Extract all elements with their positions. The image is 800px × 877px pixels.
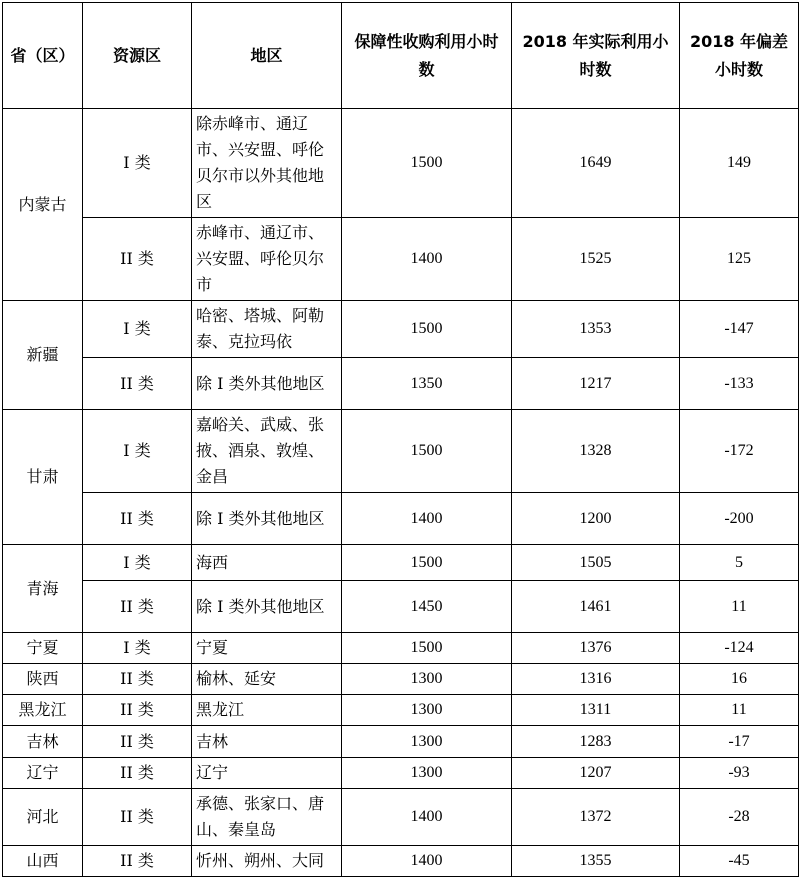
resource-zone-cell: II 类 (83, 695, 192, 726)
table-row (3, 410, 799, 493)
area-cell: 赤峰市、通辽市、兴安盟、呼伦贝尔市 (192, 218, 342, 301)
table-body (3, 109, 799, 877)
area-cell: 除 I 类外其他地区 (192, 493, 342, 545)
resource-zone-cell: II 类 (83, 218, 192, 301)
table-row (3, 493, 799, 545)
deviation-hours-cell: -172 (680, 410, 799, 493)
resource-zone-cell: I 类 (83, 410, 192, 493)
guaranteed-hours-cell: 1300 (342, 758, 512, 789)
guaranteed-hours-cell: 1400 (342, 789, 512, 846)
actual-hours-cell: 1311 (512, 695, 680, 726)
province-cell: 甘肃 (3, 410, 83, 545)
resource-zone-cell: II 类 (83, 581, 192, 633)
area-cell: 辽宁 (192, 758, 342, 789)
table-row (3, 695, 799, 726)
province-cell: 青海 (3, 545, 83, 633)
actual-hours-cell: 1353 (512, 301, 680, 358)
actual-hours-cell: 1525 (512, 218, 680, 301)
province-cell: 陕西 (3, 664, 83, 695)
guaranteed-hours-cell: 1500 (342, 545, 512, 581)
table-row (3, 545, 799, 581)
resource-zone-cell: II 类 (83, 664, 192, 695)
actual-hours-cell: 1355 (512, 846, 680, 877)
area-cell: 宁夏 (192, 633, 342, 664)
actual-hours-cell: 1505 (512, 545, 680, 581)
table-row (3, 358, 799, 410)
actual-hours-cell: 1316 (512, 664, 680, 695)
actual-hours-cell: 1372 (512, 789, 680, 846)
guaranteed-hours-cell: 1450 (342, 581, 512, 633)
table-row (3, 581, 799, 633)
table-row (3, 218, 799, 301)
resource-zone-cell: II 类 (83, 846, 192, 877)
province-cell: 山西 (3, 846, 83, 877)
table-row (3, 109, 799, 218)
guaranteed-hours-cell: 1500 (342, 410, 512, 493)
area-cell: 除 I 类外其他地区 (192, 581, 342, 633)
deviation-hours-cell: 125 (680, 218, 799, 301)
deviation-hours-cell: 11 (680, 581, 799, 633)
actual-hours-cell: 1649 (512, 109, 680, 218)
actual-hours-cell: 1200 (512, 493, 680, 545)
resource-zone-cell: II 类 (83, 358, 192, 410)
wind-power-hours-table (2, 2, 799, 877)
guaranteed-hours-cell: 1350 (342, 358, 512, 410)
table-row (3, 789, 799, 846)
header-actual-hours: 2018 年实际利用小时数 (512, 3, 680, 109)
deviation-hours-cell: -200 (680, 493, 799, 545)
deviation-hours-cell: 5 (680, 545, 799, 581)
resource-zone-cell: II 类 (83, 726, 192, 758)
actual-hours-cell: 1376 (512, 633, 680, 664)
area-cell: 嘉峪关、武威、张掖、酒泉、敦煌、金昌 (192, 410, 342, 493)
area-cell: 除赤峰市、通辽市、兴安盟、呼伦贝尔市以外其他地区 (192, 109, 342, 218)
actual-hours-cell: 1217 (512, 358, 680, 410)
deviation-hours-cell: -28 (680, 789, 799, 846)
table-row (3, 301, 799, 358)
guaranteed-hours-cell: 1500 (342, 301, 512, 358)
guaranteed-hours-cell: 1500 (342, 633, 512, 664)
guaranteed-hours-cell: 1500 (342, 109, 512, 218)
province-cell: 河北 (3, 789, 83, 846)
header-resource-zone: 资源区 (83, 3, 192, 109)
province-cell: 新疆 (3, 301, 83, 410)
header-province: 省（区） (3, 3, 83, 109)
actual-hours-cell: 1461 (512, 581, 680, 633)
resource-zone-cell: II 类 (83, 758, 192, 789)
resource-zone-cell: I 类 (83, 301, 192, 358)
actual-hours-cell: 1328 (512, 410, 680, 493)
area-cell: 榆林、延安 (192, 664, 342, 695)
guaranteed-hours-cell: 1300 (342, 726, 512, 758)
table-row (3, 726, 799, 758)
guaranteed-hours-cell: 1400 (342, 846, 512, 877)
province-cell: 黑龙江 (3, 695, 83, 726)
area-cell: 吉林 (192, 726, 342, 758)
table-row (3, 846, 799, 877)
area-cell: 忻州、朔州、大同 (192, 846, 342, 877)
area-cell: 海西 (192, 545, 342, 581)
deviation-hours-cell: 16 (680, 664, 799, 695)
province-cell: 辽宁 (3, 758, 83, 789)
guaranteed-hours-cell: 1400 (342, 493, 512, 545)
deviation-hours-cell: -133 (680, 358, 799, 410)
header-area: 地区 (192, 3, 342, 109)
table-row (3, 633, 799, 664)
resource-zone-cell: I 类 (83, 109, 192, 218)
area-cell: 黑龙江 (192, 695, 342, 726)
deviation-hours-cell: -124 (680, 633, 799, 664)
deviation-hours-cell: -93 (680, 758, 799, 789)
province-cell: 宁夏 (3, 633, 83, 664)
header-row (3, 3, 799, 109)
deviation-hours-cell: -147 (680, 301, 799, 358)
area-cell: 承德、张家口、唐山、秦皇岛 (192, 789, 342, 846)
guaranteed-hours-cell: 1300 (342, 664, 512, 695)
deviation-hours-cell: 149 (680, 109, 799, 218)
table-row (3, 664, 799, 695)
resource-zone-cell: II 类 (83, 493, 192, 545)
province-cell: 吉林 (3, 726, 83, 758)
deviation-hours-cell: -45 (680, 846, 799, 877)
resource-zone-cell: I 类 (83, 545, 192, 581)
province-cell: 内蒙古 (3, 109, 83, 301)
area-cell: 除 I 类外其他地区 (192, 358, 342, 410)
area-cell: 哈密、塔城、阿勒泰、克拉玛依 (192, 301, 342, 358)
table-row (3, 758, 799, 789)
actual-hours-cell: 1207 (512, 758, 680, 789)
resource-zone-cell: II 类 (83, 789, 192, 846)
deviation-hours-cell: 11 (680, 695, 799, 726)
guaranteed-hours-cell: 1300 (342, 695, 512, 726)
actual-hours-cell: 1283 (512, 726, 680, 758)
guaranteed-hours-cell: 1400 (342, 218, 512, 301)
resource-zone-cell: I 类 (83, 633, 192, 664)
deviation-hours-cell: -17 (680, 726, 799, 758)
header-deviation-hours: 2018 年偏差小时数 (680, 3, 799, 109)
header-guaranteed-hours: 保障性收购利用小时数 (342, 3, 512, 109)
